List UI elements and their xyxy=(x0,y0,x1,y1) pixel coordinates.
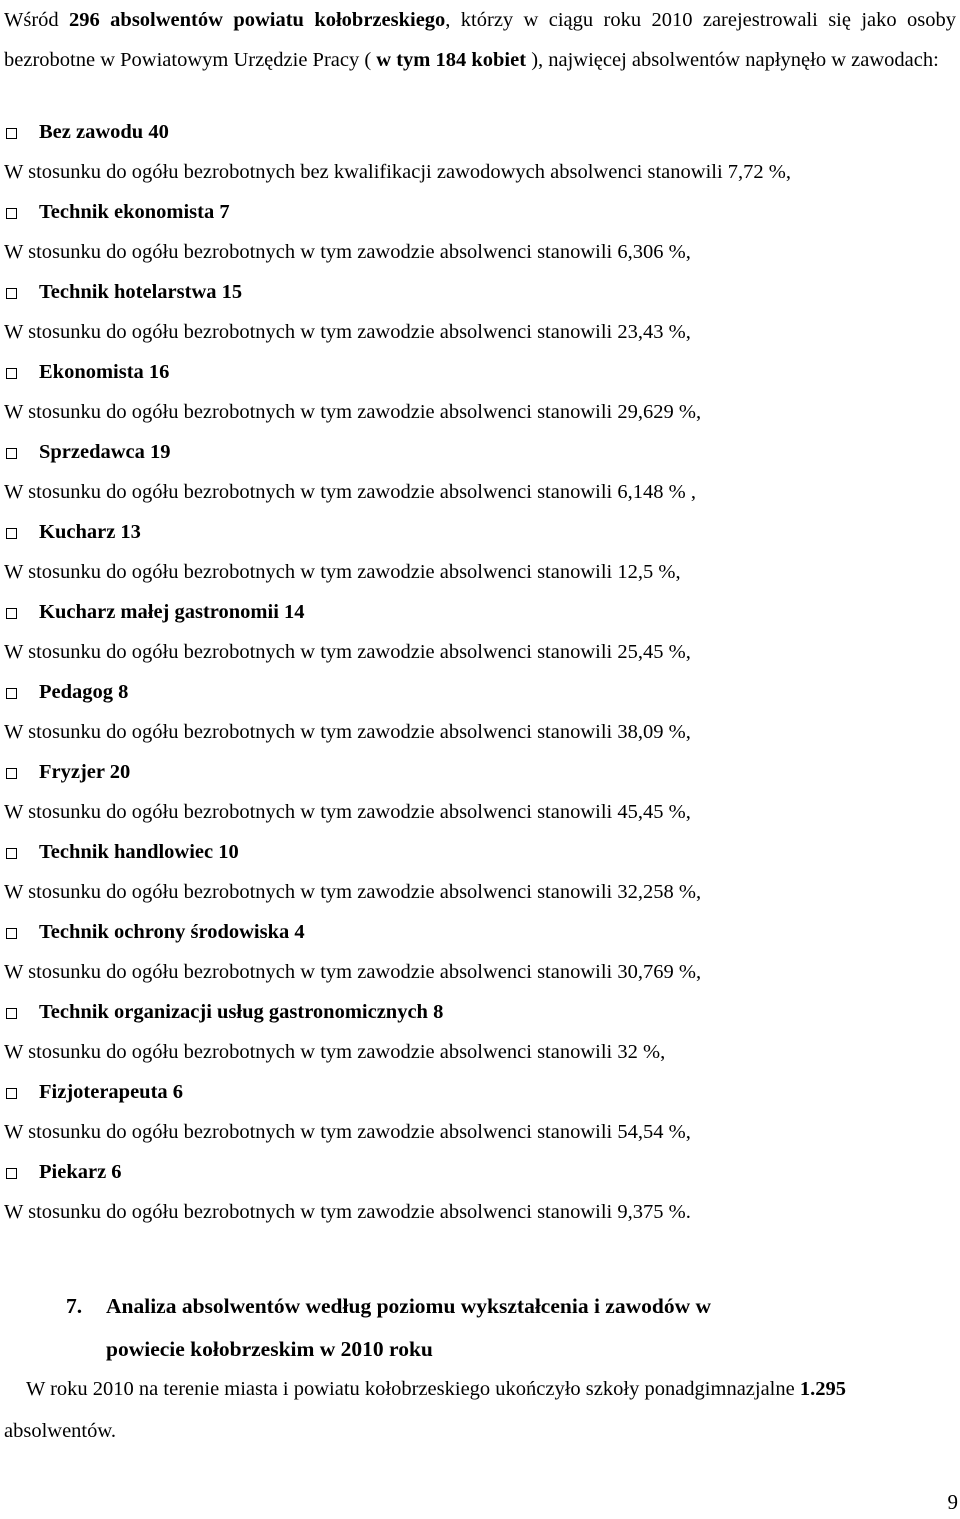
checkbox-bullet-icon xyxy=(6,368,17,379)
checkbox-bullet-icon xyxy=(6,128,17,139)
item-title-text: Bez zawodu 40 xyxy=(39,121,169,143)
list-item-note: W stosunku do ogółu bezrobotnych w tym zawodzie absolwenci stanowili 32,258 %, xyxy=(4,881,702,903)
checkbox-bullet-icon xyxy=(6,848,17,859)
intro-text-1: Wśród xyxy=(4,9,70,31)
intro-paragraph xyxy=(4,0,956,80)
page-number: 9 xyxy=(947,1490,958,1514)
list-item-title xyxy=(6,280,242,304)
item-title-text: Fryzjer 20 xyxy=(39,761,131,783)
intro-text-3: ), najwięcej absolwentów napłynęło w zawodach: xyxy=(526,49,939,71)
section-title-line2: powiecie kołobrzeskim w 2010 roku xyxy=(106,1337,433,1361)
list-item-note: W stosunku do ogółu bezrobotnych w tym zawodzie absolwenci stanowili 9,375 %. xyxy=(4,1201,691,1223)
list-item-title xyxy=(6,760,130,784)
checkbox-bullet-icon xyxy=(6,1168,17,1179)
summary-text: W roku 2010 na terenie miasta i powiatu kołobrzeskiego ukończyło szkoły ponadgimnazjalne xyxy=(26,1378,800,1400)
checkbox-bullet-icon xyxy=(6,768,17,779)
list-item-title xyxy=(6,600,305,624)
item-title-text: Pedagog 8 xyxy=(39,681,129,703)
item-title-text: Sprzedawca 19 xyxy=(39,441,171,463)
section-title-line1: Analiza absolwentów według poziomu wykształcenia i zawodów w xyxy=(106,1294,712,1318)
checkbox-bullet-icon xyxy=(6,928,17,939)
list-item-title xyxy=(6,360,169,384)
item-title-text: Technik handlowiec 10 xyxy=(39,841,239,863)
list-item-note: W stosunku do ogółu bezrobotnych w tym zawodzie absolwenci stanowili 38,09 %, xyxy=(4,721,691,743)
checkbox-bullet-icon xyxy=(6,448,17,459)
list-item-title xyxy=(6,200,230,224)
list-item-note: W stosunku do ogółu bezrobotnych w tym zawodzie absolwenci stanowili 30,769 %, xyxy=(4,961,702,983)
item-title-text: Ekonomista 16 xyxy=(39,361,170,383)
list-item-title xyxy=(6,1160,122,1184)
checkbox-bullet-icon xyxy=(6,288,17,299)
list-item-title xyxy=(6,520,141,544)
checkbox-bullet-icon xyxy=(6,208,17,219)
list-item-note: W stosunku do ogółu bezrobotnych bez kwalifikacji zawodowych absolwenci stanowili 7,72 %, xyxy=(4,161,791,183)
list-item-note: W stosunku do ogółu bezrobotnych w tym zawodzie absolwenci stanowili 25,45 %, xyxy=(4,641,691,663)
item-title-text: Technik ekonomista 7 xyxy=(39,201,230,223)
item-title-text: Technik organizacji usług gastronomicznych 8 xyxy=(39,1001,444,1023)
item-title-text: Technik hotelarstwa 15 xyxy=(39,281,243,303)
item-title-text: Kucharz małej gastronomii 14 xyxy=(39,601,305,623)
list-item-note: W stosunku do ogółu bezrobotnych w tym zawodzie absolwenci stanowili 6,306 %, xyxy=(4,241,691,263)
list-item-note: W stosunku do ogółu bezrobotnych w tym zawodzie absolwenci stanowili 32 %, xyxy=(4,1041,666,1063)
checkbox-bullet-icon xyxy=(6,688,17,699)
intro-bold-1: 296 absolwentów powiatu kołobrzeskiego xyxy=(69,9,446,31)
section-number: 7. xyxy=(66,1294,83,1318)
list-item-note: W stosunku do ogółu bezrobotnych w tym zawodzie absolwenci stanowili 54,54 %, xyxy=(4,1121,691,1143)
checkbox-bullet-icon xyxy=(6,1008,17,1019)
list-item-note: W stosunku do ogółu bezrobotnych w tym zawodzie absolwenci stanowili 45,45 %, xyxy=(4,801,691,823)
list-item-title xyxy=(6,120,169,144)
item-title-text: Kucharz 13 xyxy=(39,521,141,543)
list-item-note: W stosunku do ogółu bezrobotnych w tym zawodzie absolwenci stanowili 12,5 %, xyxy=(4,561,681,583)
list-item-title xyxy=(6,1000,443,1024)
section-heading xyxy=(66,1293,711,1319)
item-title-text: Piekarz 6 xyxy=(39,1161,122,1183)
list-item-title xyxy=(6,840,239,864)
item-title-text: Fizjoterapeuta 6 xyxy=(39,1081,184,1103)
summary-tail: absolwentów xyxy=(4,1420,111,1442)
summary-paragraph xyxy=(4,1368,960,1452)
intro-text-2: , którzy w ciągu roku 2010 zarejestrowali się jako osoby bezrobotne w Powiatowym Urzędzie Pracy ( xyxy=(4,9,957,71)
list-item-title xyxy=(6,440,171,464)
list-item-note: W stosunku do ogółu bezrobotnych w tym zawodzie absolwenci stanowili 6,148 % , xyxy=(4,481,696,503)
list-item-title xyxy=(6,1080,183,1104)
summary-end: . xyxy=(110,1420,116,1442)
checkbox-bullet-icon xyxy=(6,1088,17,1099)
checkbox-bullet-icon xyxy=(6,528,17,539)
item-title-text: Technik ochrony środowiska 4 xyxy=(39,921,305,943)
list-item-title xyxy=(6,680,128,704)
summary-bold-count: 1.295 xyxy=(799,1378,846,1400)
checkbox-bullet-icon xyxy=(6,608,17,619)
intro-bold-2: w tym 184 kobiet xyxy=(376,49,527,71)
list-item-note: W stosunku do ogółu bezrobotnych w tym zawodzie absolwenci stanowili 23,43 %, xyxy=(4,321,691,343)
list-item-title xyxy=(6,920,305,944)
list-item-note: W stosunku do ogółu bezrobotnych w tym zawodzie absolwenci stanowili 29,629 %, xyxy=(4,401,702,423)
